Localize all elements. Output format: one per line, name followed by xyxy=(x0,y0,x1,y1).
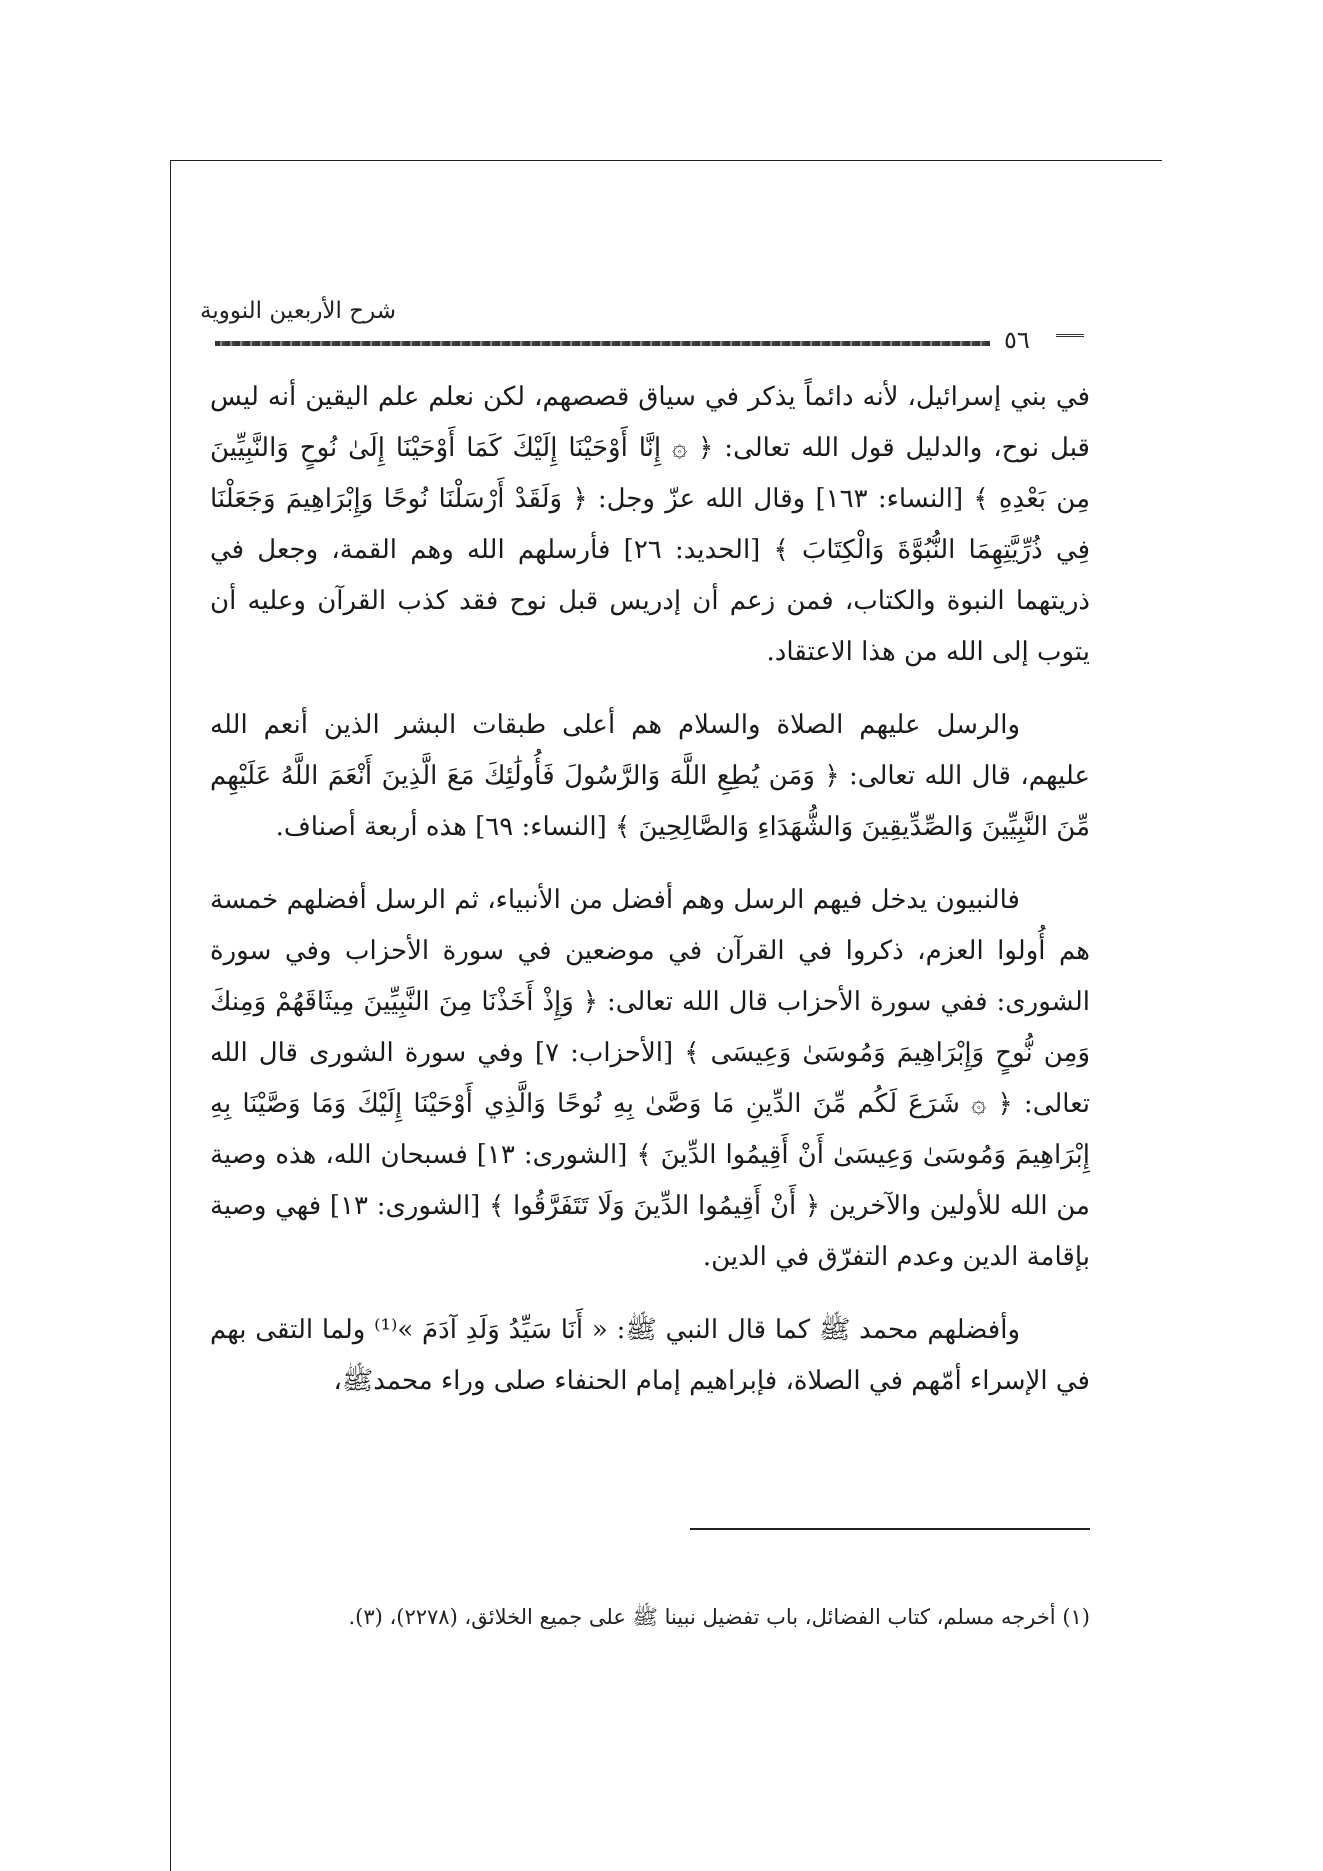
page-frame-top-line xyxy=(170,160,1162,161)
paragraph-3: فالنبيون يدخل فيهم الرسل وهم أفضل من الأنبياء، ثم الرسل أفضلهم خمسة هم أُولوا العزم، ذكروا في القرآن في موضعين في سورة الأحزاب وفي سورة الشورى: ففي سورة الأحزاب قال الله تعالى: ﴿ وَإِذْ أَخَذْنَا مِنَ النَّبِيِّينَ مِيثَاقَهُمْ وَمِنكَ وَمِن نُّوحٍ وَإِبْرَاهِيمَ وَمُوسَىٰ وَعِيسَى ﴾ [الأحزاب: ٧] وفي سورة الشورى قال الله تعالى: ﴿ ۞ شَرَعَ لَكُم مِّنَ الدِّينِ مَا وَصَّىٰ بِهِ نُوحًا وَالَّذِي أَوْحَيْنَا إِلَيْكَ وَمَا وَصَّيْنَا بِهِ إِبْرَاهِيمَ وَمُوسَىٰ وَعِيسَىٰ أَنْ أَقِيمُوا الدِّينَ ﴾ [الشورى: ١٣] فسبحان الله، هذه وصية من الله للأولين والآخرين ﴿ أَنْ أَقِيمُوا الدِّينَ وَلَا تَتَفَرَّقُوا ﴾ [الشورى: ١٣] فهي وصية بإقامة الدين وعدم التفرّق في الدين. xyxy=(210,885,1090,1272)
header-ornament-icon xyxy=(1056,334,1084,347)
paragraph-1: في بني إسرائيل، لأنه دائماً يذكر في سياق قصصهم، لكن نعلم علم اليقين أنه ليس قبل نوح، والدليل قول الله تعالى: ﴿ ۞ إِنَّا أَوْحَيْنَا إِلَيْكَ كَمَا أَوْحَيْنَا إِلَىٰ نُوحٍ وَالنَّبِيِّينَ مِن بَعْدِهِ ﴾ [النساء: ١٦٣] وقال الله عزّ وجل: ﴿ وَلَقَدْ أَرْسَلْنَا نُوحًا وَإِبْرَاهِيمَ وَجَعَلْنَا فِي ذُرِّيَّتِهِمَا النُّبُوَّةَ وَالْكِتَابَ ﴾ [الحديد: ٢٦] فأرسلهم الله وهم القمة، وجعل في ذريتهما النبوة والكتاب، فمن زعم أن إدريس قبل نوح فقد كذب القرآن وعليه أن يتوب إلى الله من هذا الاعتقاد. xyxy=(210,382,1091,667)
footnote: (١) أخرجه مسلم، كتاب الفضائل، باب تفضيل نبينا ﷺ على جميع الخلائق، (٢٢٧٨)، (٣). xyxy=(348,1605,1090,1629)
footnote-separator xyxy=(690,1528,1090,1530)
header-rule xyxy=(215,341,990,346)
paragraph-4: وأفضلهم محمد ﷺ كما قال النبي ﷺ: « أَنَا سَيِّدُ وَلَدِ آدَمَ »⁽¹⁾ ولما التقى بهم في الإسراء أمّهم في الصلاة، فإبراهيم إمام الحنفاء صلى وراء محمدﷺ، xyxy=(210,1315,1090,1396)
paragraph-2: والرسل عليهم الصلاة والسلام هم أعلى طبقات البشر الذين أنعم الله عليهم، قال الله تعالى: ﴿ وَمَن يُطِعِ اللَّهَ وَالرَّسُولَ فَأُولَٰئِكَ مَعَ الَّذِينَ أَنْعَمَ اللَّهُ عَلَيْهِم مِّنَ النَّبِيِّينَ وَالصِّدِّيقِينَ وَالشُّهَدَاءِ وَالصَّالِحِينَ ﴾ [النساء: ٦٩] هذه أربعة أصناف. xyxy=(210,710,1090,842)
main-text xyxy=(210,372,1090,1429)
page-frame-left-line xyxy=(170,160,171,1871)
running-title: شرح الأربعين النووية xyxy=(200,298,397,324)
page-number: ٥٦ xyxy=(1004,326,1030,354)
